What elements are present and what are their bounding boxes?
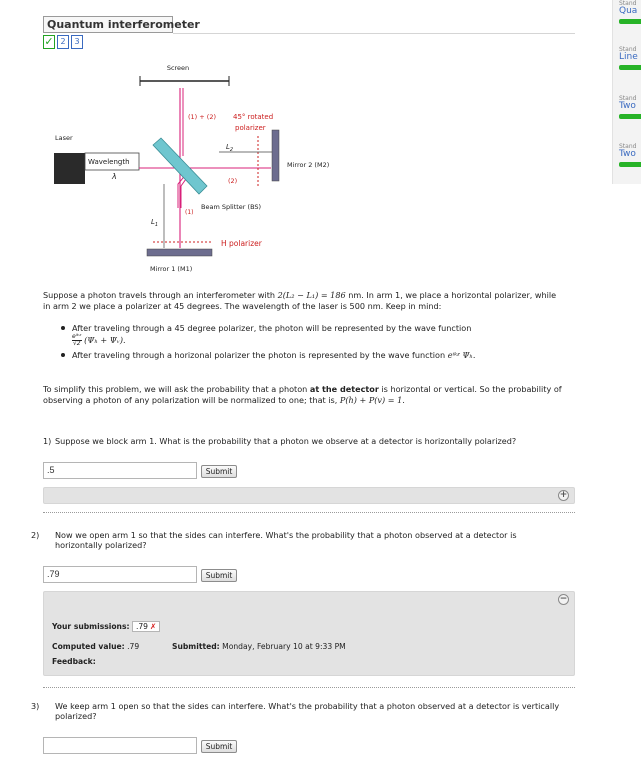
arm2-label: (2) xyxy=(228,177,238,185)
rotated-polarizer-line2: polarizer xyxy=(235,124,266,132)
lambda-label: λ xyxy=(112,172,117,181)
submit-button-3[interactable]: Submit xyxy=(201,740,237,753)
title-divider xyxy=(173,33,575,34)
question-divider xyxy=(43,687,575,688)
mirror-1 xyxy=(147,249,212,256)
submission-chip[interactable]: .79 ✗ xyxy=(132,621,160,632)
submit-button-2[interactable]: Submit xyxy=(201,569,237,582)
bullet-item: After traveling through a 45 degree polarizer, the photon will be represented by the wave function $\frac{\text{eⁱᵏᶻ}}{√2}$ (Ψₕ + Ψᵥ). xyxy=(61,323,561,347)
laser-source xyxy=(54,153,85,184)
mirror-1-label: Mirror 1 (M1) xyxy=(150,265,193,273)
rotated-polarizer-line1: 45° rotated xyxy=(233,113,274,121)
question-2: 2) Now we open arm 1 so that the sides can interfere. What's the probability that a photon observed at a detector is horizontally polarized? xyxy=(31,530,517,550)
answer-input-1[interactable]: .5 xyxy=(43,462,197,479)
mirror-2 xyxy=(272,130,279,181)
feedback-label: Feedback: xyxy=(52,657,96,666)
collapse-icon[interactable]: − xyxy=(559,594,568,604)
question-3: 3) We keep arm 1 open so that the sides can interfere. What's the probability that a photon observed at a detector is vertically polarized? xyxy=(31,701,560,721)
part-tab-2[interactable]: 2 xyxy=(57,35,69,49)
submitted-time: Submitted: Monday, February 10 at 9:33 PM xyxy=(172,642,346,651)
mirror-2-label: Mirror 2 (M2) xyxy=(287,161,330,169)
answer-input-3[interactable] xyxy=(43,737,197,754)
question-1: 1) Suppose we block arm 1. What is the probability that a photon we observe at a detector is horizontally polarized? xyxy=(43,436,517,446)
answer-input-2[interactable]: .79 xyxy=(43,566,197,583)
interferometer-diagram xyxy=(43,58,343,283)
question-divider xyxy=(43,512,575,513)
progress-bar xyxy=(619,65,641,70)
problem-title: Quantum interferometer xyxy=(43,16,173,33)
screen-label: Screen xyxy=(166,64,190,72)
l1-label: $L_1$ xyxy=(151,218,159,228)
intro-paragraph: Suppose a photon travels through an interferometer with 2(L₂ − L₁) = 186 nm. In arm 1, we place a horizontal polarizer, while in arm 2 we place a polarizer at 45 degrees. The wavelength of the laser is 500 nm. Keep in mind: xyxy=(43,290,557,311)
h-polarizer-label: H polarizer xyxy=(221,239,262,248)
part-tab-3[interactable]: 3 xyxy=(71,35,83,49)
bullet-item: After traveling through a horizonal polarizer the photon is represented by the wave function eⁱᵏᶻ Ψₕ. xyxy=(61,350,561,361)
computed-value: Computed value: .79 xyxy=(52,642,140,651)
laser-label: Laser xyxy=(55,134,73,142)
feedback-panel xyxy=(43,591,575,676)
beam-splitter-label: Beam Splitter (BS) xyxy=(201,203,262,211)
sidebar-item[interactable]: Stand Qua xyxy=(619,0,641,24)
l2-label: $L_2$ xyxy=(226,143,234,153)
your-submissions: Your submissions: .79 ✗ xyxy=(52,621,160,632)
fraction: $\frac{\text{eⁱᵏᶻ}}{√2}$ xyxy=(72,333,82,347)
submit-button-1[interactable]: Submit xyxy=(201,465,237,478)
part-tab-1[interactable]: ✓ xyxy=(44,35,54,48)
incorrect-icon: ✗ xyxy=(150,622,157,631)
progress-bar xyxy=(619,19,641,24)
sidebar-item[interactable]: Stand Two xyxy=(619,95,641,119)
arm1-label: (1) xyxy=(185,209,194,216)
expand-icon[interactable]: + xyxy=(559,490,568,500)
hint-bar-1[interactable] xyxy=(43,487,575,504)
arms-label: (1) + (2) xyxy=(188,113,216,121)
sidebar xyxy=(612,0,641,184)
sidebar-item[interactable]: Stand Line xyxy=(619,46,641,70)
progress-bar xyxy=(619,162,641,167)
sidebar-item[interactable]: Stand Two xyxy=(619,143,641,167)
progress-bar xyxy=(619,114,641,119)
wavelength-label: Wavelength xyxy=(88,158,130,166)
normalization-paragraph: To simplify this problem, we will ask the probability that a photon at the detector is horizontal or vertical. So the probability of observing a photon of any polarization will be normalized to one; that is, P(h) + P(v) = 1. xyxy=(43,384,562,405)
intro-bullets xyxy=(61,323,561,364)
part-tabs xyxy=(43,35,85,49)
